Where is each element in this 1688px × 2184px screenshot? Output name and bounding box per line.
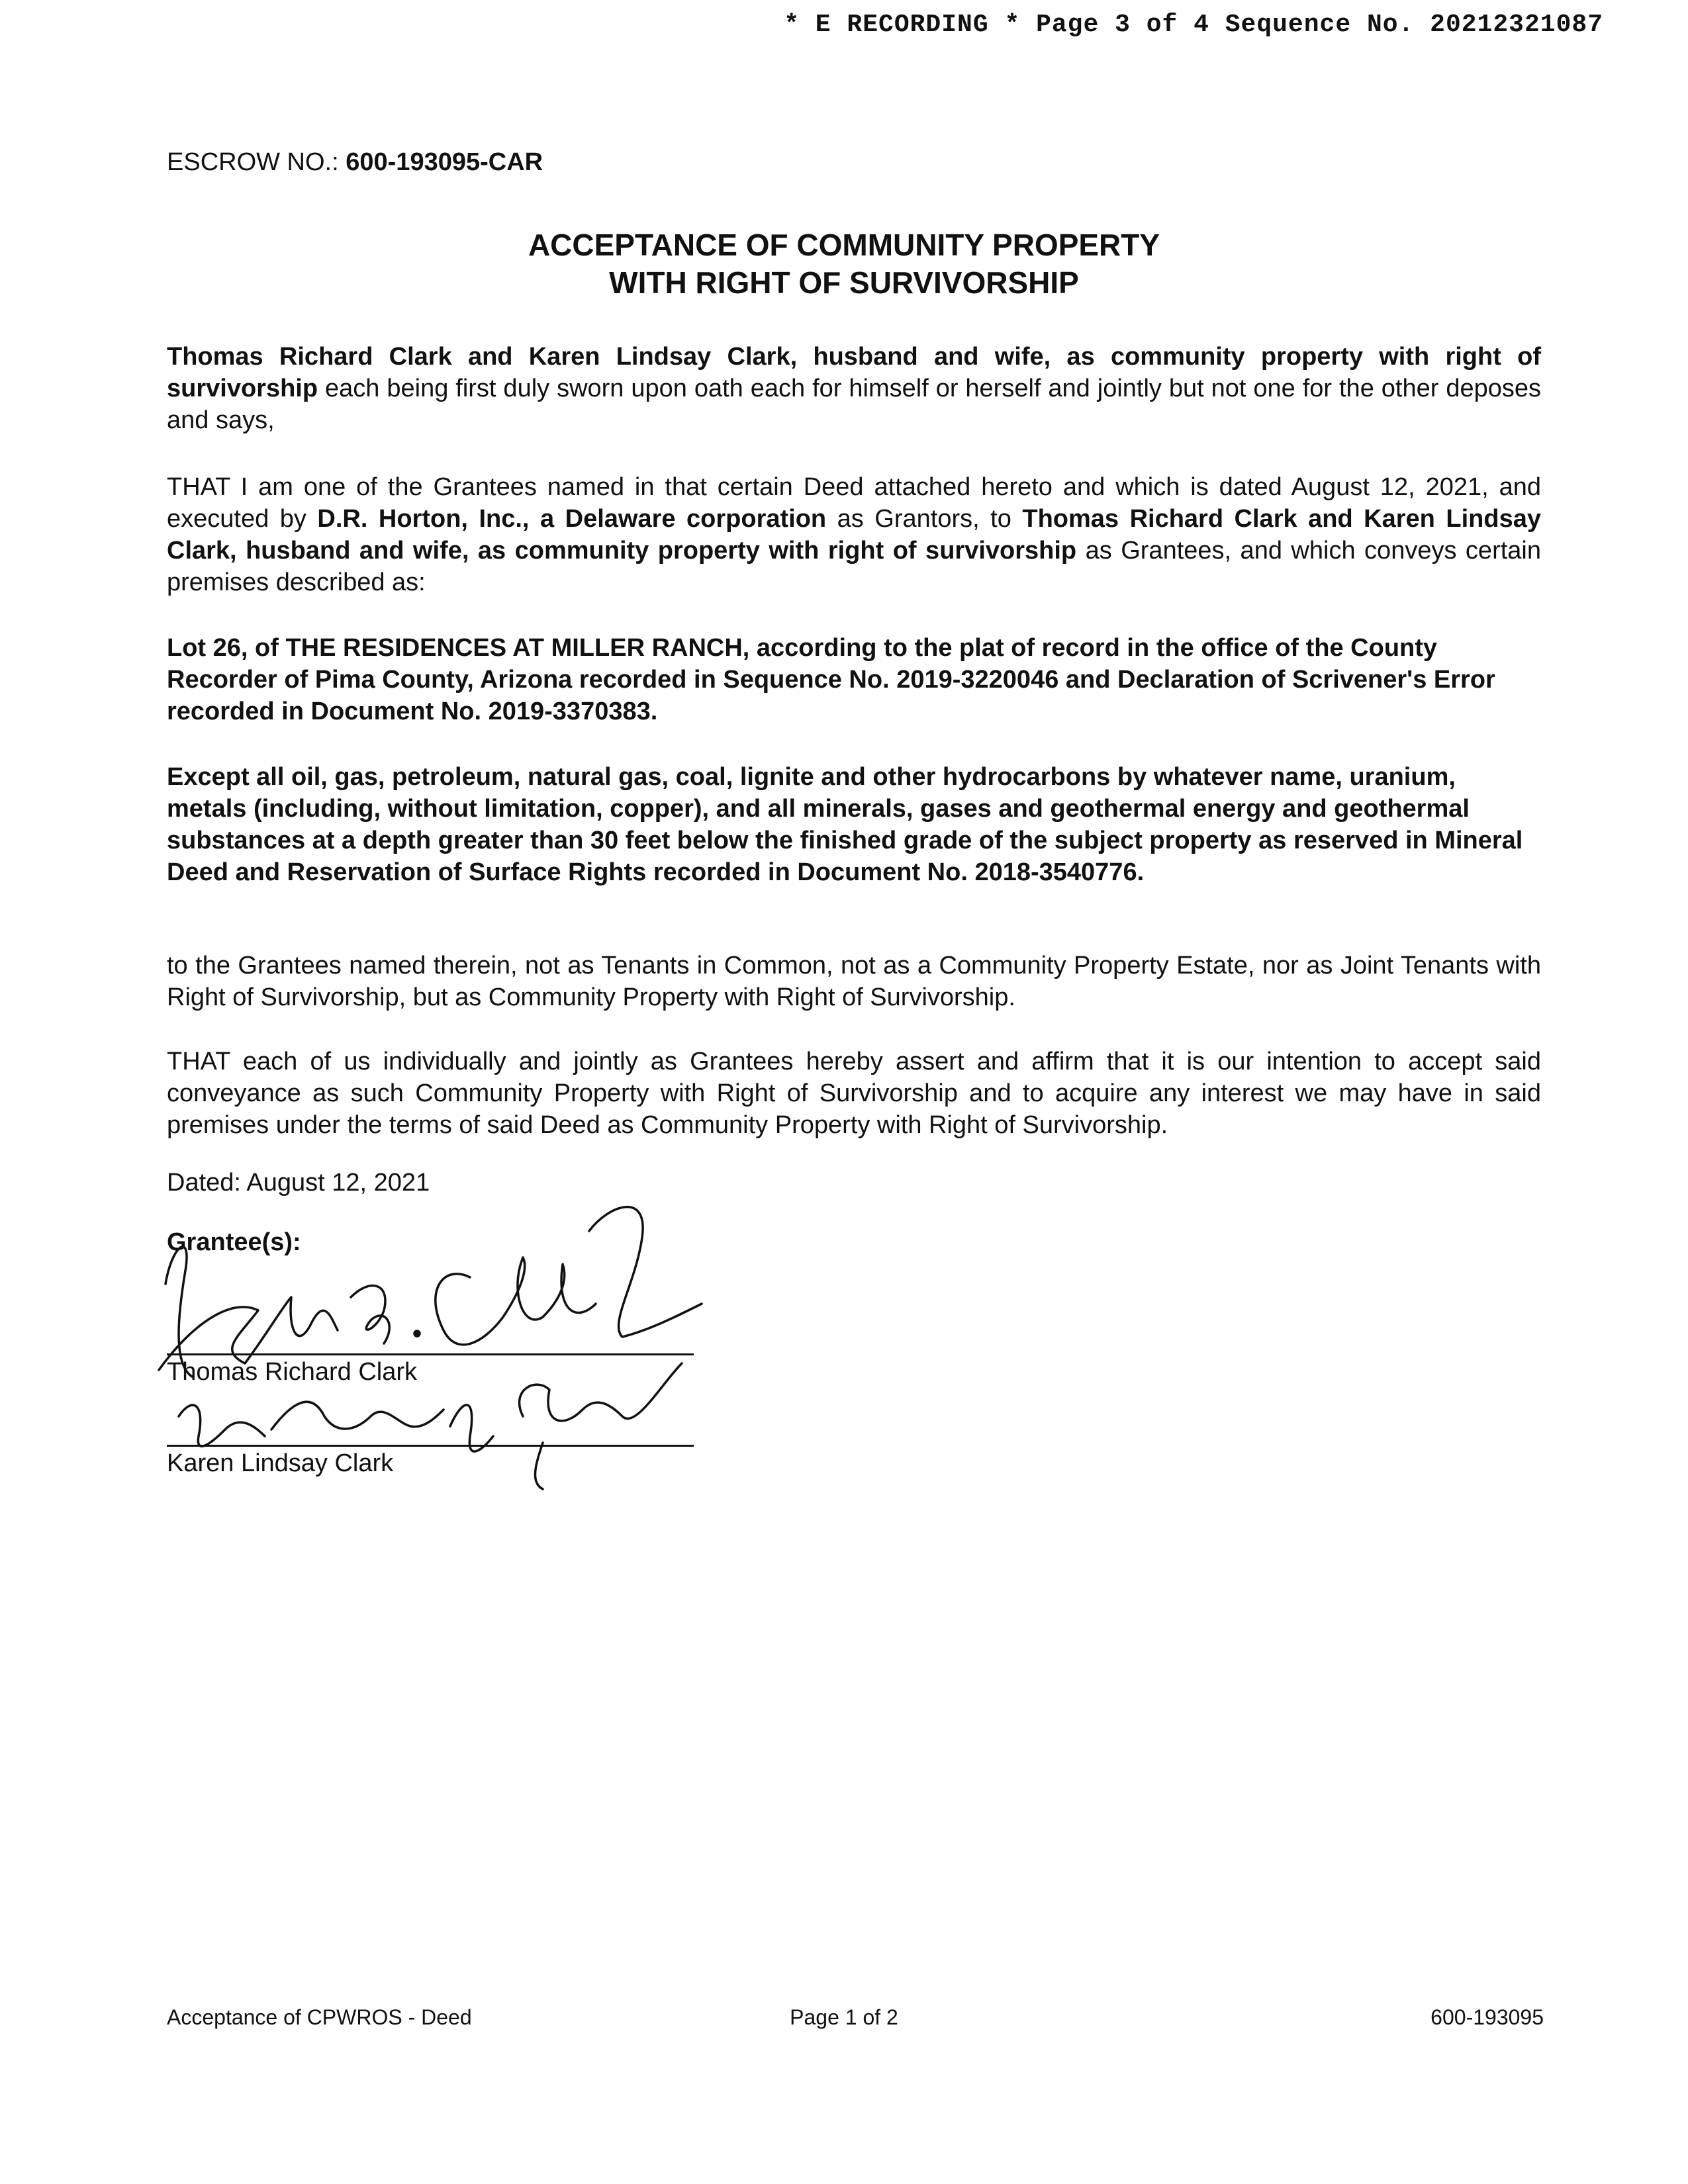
deed-text-3: as Grantees, and which conveys certain premises described as: — [167, 537, 1541, 596]
escrow-number-line — [167, 148, 543, 177]
recording-header: * E RECORDING * Page 3 of 4 Sequence No. 20212321087 — [784, 11, 1603, 39]
escrow-label: ESCROW NO.: — [167, 148, 339, 176]
grantor-name: D.R. Horton, Inc., a Delaware corporation — [317, 505, 827, 533]
signature-karen-stroke-5 — [535, 1443, 543, 1489]
signature-karen-stroke-2 — [271, 1402, 444, 1430]
legal-description-exception: Except all oil, gas, petroleum, natural gas, coal, lignite and other hydrocarbons by whatever name, uranium, metals (including, without limitation, copper), and all minerals, gases and geothermal energy and geothermal substances at a depth greater than 30 feet below the finished grade of the subject property as reserved in Mineral Deed and Reservation of Surface Rights recorded in Document No. 2018-3540776. — [167, 763, 1523, 886]
signature-thomas-stroke-3 — [351, 1286, 389, 1343]
tenancy-paragraph: to the Grantees named therein, not as Tenants in Common, not as a Community Property Estate, nor as Joint Tenants with Right of Survivorship, but as Community Property with Right of Survivorship. — [167, 952, 1541, 1011]
footer-escrow-number: 600-193095 — [1430, 2005, 1544, 2029]
oath-text: each being first duly sworn upon oath each for himself or herself and jointly but not one for the other deposes and says, — [167, 375, 1541, 434]
deed-paragraph — [167, 471, 1541, 598]
signature-line-1 — [167, 1353, 694, 1355]
affirmation-paragraph: THAT each of us individually and jointly as Grantees hereby assert and affirm that it is our intention to accept said conveyance as such Community Property with Right of Survivorship and to acquire any interest we may have in said premises under the terms of said Deed as Community Property with Right of Survivorship. — [167, 1048, 1541, 1139]
oath-paragraph — [167, 341, 1541, 436]
signatory-name-2: Karen Lindsay Clark — [167, 1449, 394, 1477]
deed-text-1: THAT I am one of the Grantees named in that certain Deed attached hereto and which is dated August 12, 2021, and executed by — [167, 473, 1541, 533]
legal-description-lot: Lot 26, of THE RESIDENCES AT MILLER RANCH, according to the plat of record in the office of the County Recorder of Pima County, Arizona recorded in Sequence No. 2019-3220046 and Declaration of Scrivener's Error recorded in Document No. 2019-3370383. — [167, 634, 1495, 725]
footer-document-name: Acceptance of CPWROS - Deed — [167, 2005, 472, 2029]
signatory-name-1: Thomas Richard Clark — [167, 1358, 417, 1386]
document-title — [0, 226, 1688, 302]
signature-thomas-stroke-4 — [436, 1257, 596, 1345]
grantee-names: Thomas Richard Clark and Karen Lindsay Clark, husband and wife, as community property with right of survivorship — [167, 505, 1541, 565]
grantees-label: Grantee(s): — [167, 1228, 301, 1256]
signature-thomas-stroke-5 — [589, 1207, 702, 1337]
signature-karen-stroke-4 — [520, 1363, 682, 1421]
title-line-1: ACCEPTANCE OF COMMUNITY PROPERTY — [528, 228, 1160, 262]
escrow-number: 600-193095-CAR — [346, 148, 543, 176]
signature-line-2 — [167, 1445, 694, 1447]
title-line-2: WITH RIGHT OF SURVIVORSHIP — [609, 265, 1079, 300]
signature-karen-stroke-1 — [179, 1405, 265, 1446]
dated-line: Dated: August 12, 2021 — [167, 1169, 430, 1197]
deed-text-2: as Grantors, to — [826, 505, 1023, 533]
grantees-bold: Thomas Richard Clark and Karen Lindsay Clark, husband and wife, as community property with right of survivorship — [167, 343, 1541, 402]
footer-page-number: Page 1 of 2 — [790, 2005, 898, 2029]
